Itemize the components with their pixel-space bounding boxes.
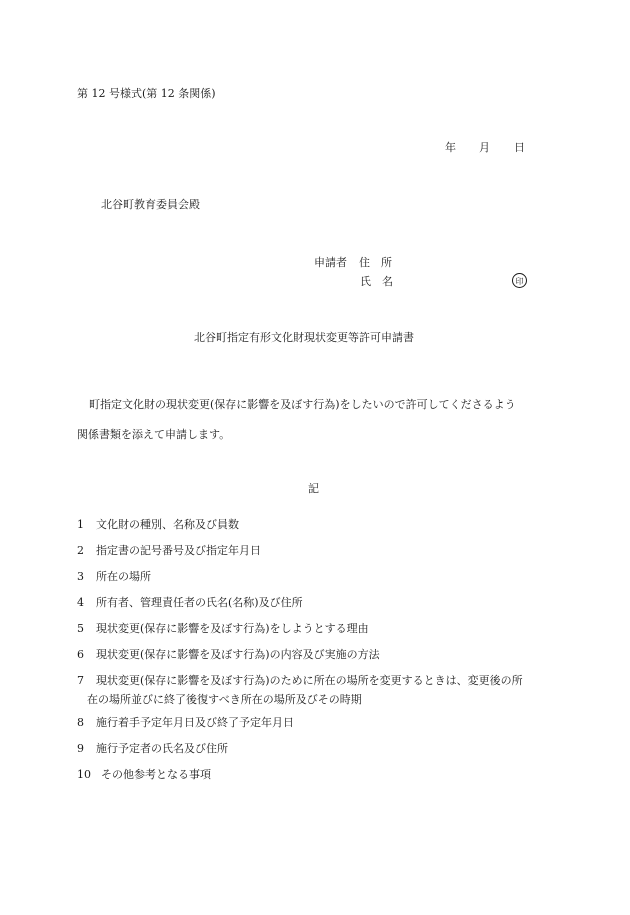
item-text: その他参考となる事項 (101, 768, 211, 781)
item-number: 3 (77, 570, 84, 583)
list-item (77, 674, 557, 707)
list-item (77, 596, 557, 610)
list-item (77, 742, 557, 756)
item-number: 4 (77, 596, 84, 609)
list-item (77, 544, 557, 558)
item-text-continuation: 在の場所並びに終了後復すべき所在の場所及びその時期 (87, 693, 362, 706)
form-number: 第 12 号様式(第 12 条関係) (77, 87, 216, 100)
document-title: 北谷町指定有形文化財現状変更等許可申請書 (194, 331, 414, 344)
list-item (77, 570, 557, 584)
item-text: 現状変更(保存に影響を及ぼす行為)のために所在の場所を変更するときは、変更後の所 (96, 674, 523, 687)
item-number: 10 (77, 768, 91, 781)
item-text: 施行着手予定年月日及び終了予定年月日 (96, 716, 294, 729)
applicant-label: 申請者 (314, 256, 347, 269)
list-item (77, 518, 557, 532)
item-number: 7 (77, 674, 84, 687)
item-text: 所有者、管理責任者の氏名(名称)及び住所 (96, 596, 303, 609)
date-month-label: 月 (479, 141, 490, 154)
item-number: 5 (77, 622, 84, 635)
date-line (445, 141, 525, 155)
addressee: 北谷町教育委員会殿 (101, 198, 200, 211)
list-item (77, 622, 557, 636)
seal-mark: 印 (512, 273, 527, 288)
ki-heading: 記 (308, 482, 319, 495)
item-text: 現状変更(保存に影響を及ぼす行為)をしようとする理由 (96, 622, 369, 635)
applicant-address-row (314, 256, 392, 270)
item-number: 8 (77, 716, 84, 729)
applicant-name-row (360, 275, 393, 289)
body-text (77, 390, 557, 450)
date-year-label: 年 (445, 141, 456, 154)
item-number: 9 (77, 742, 84, 755)
date-day-label: 日 (514, 141, 525, 154)
list-item (77, 648, 557, 662)
item-text: 施行予定者の氏名及び住所 (96, 742, 228, 755)
name-label: 氏 名 (360, 275, 393, 288)
item-text: 現状変更(保存に影響を及ぼす行為)の内容及び実施の方法 (96, 648, 380, 661)
body-line-2: 関係書類を添えて申請します。 (77, 428, 231, 441)
list-item (77, 716, 557, 730)
list-item (77, 768, 557, 782)
address-label: 住 所 (359, 256, 392, 269)
body-line-1: 町指定文化財の現状変更(保存に影響を及ぼす行為)をしたいので許可してくださるよう (89, 398, 516, 411)
item-text: 所在の場所 (96, 570, 151, 583)
item-text: 指定書の記号番号及び指定年月日 (96, 544, 261, 557)
item-list (77, 518, 557, 794)
item-number: 1 (77, 518, 84, 531)
item-number: 6 (77, 648, 84, 661)
item-number: 2 (77, 544, 84, 557)
item-text: 文化財の種別、名称及び員数 (96, 518, 239, 531)
